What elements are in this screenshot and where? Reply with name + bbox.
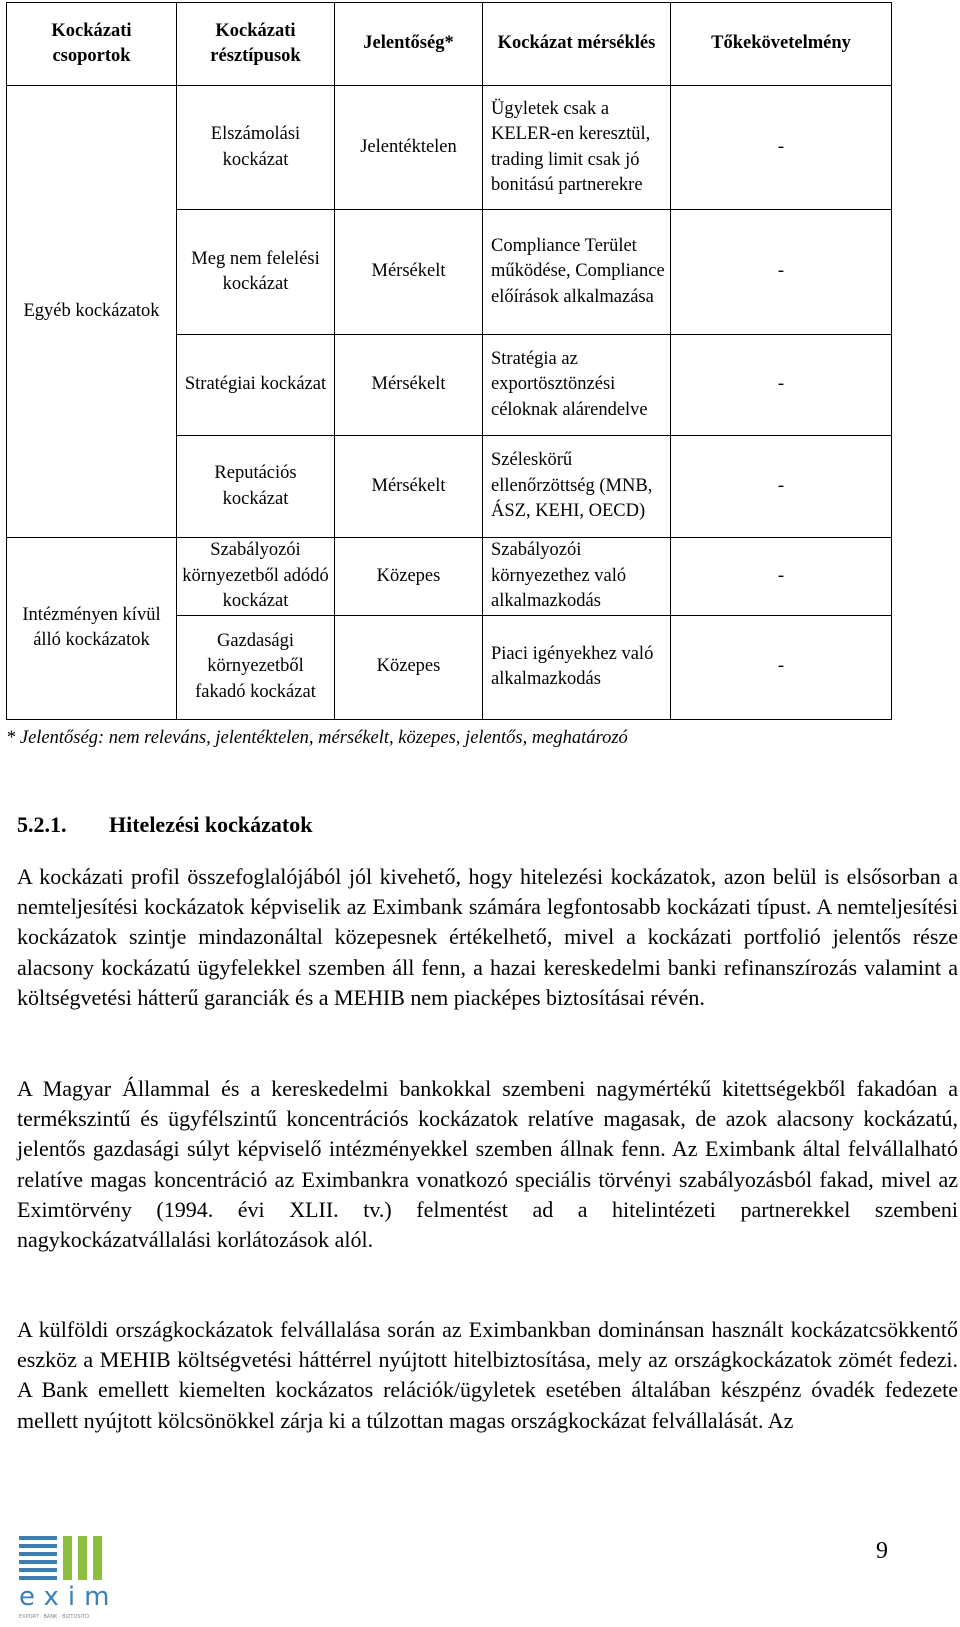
capital-cell: - xyxy=(671,335,892,436)
capital-cell: - xyxy=(671,210,892,335)
logo-subtext: EXPORT · BANK · BIZTOSÍTÓ xyxy=(19,1614,90,1620)
table-row xyxy=(7,538,892,616)
capital-cell: - xyxy=(671,615,892,719)
mitigation-cell: Stratégia az exportösztönzési céloknak alárendelve xyxy=(483,335,671,436)
subtype-cell: Gazdasági környezetből fakadó kockázat xyxy=(177,615,335,719)
significance-cell: Mérsékelt xyxy=(335,335,483,436)
risk-table xyxy=(6,2,892,720)
header-capital-requirement: Tőkekövetelmény xyxy=(671,3,892,86)
subtype-cell: Stratégiai kockázat xyxy=(177,335,335,436)
header-risk-groups: Kockázati csoportok xyxy=(7,3,177,86)
table-footnote: * Jelentőség: nem releváns, jelentéktelen, mérsékelt, közepes, jelentős, meghatározó xyxy=(6,728,628,748)
group-cell: Intézményen kívül álló kockázatok xyxy=(7,538,177,720)
subtype-cell: Szabályozói környezetből adódó kockázat xyxy=(177,538,335,616)
mitigation-cell: Piaci igényekhez való alkalmazkodás xyxy=(483,615,671,719)
capital-cell: - xyxy=(671,86,892,210)
significance-cell: Mérsékelt xyxy=(335,210,483,335)
subtype-cell: Meg nem felelési kockázat xyxy=(177,210,335,335)
mitigation-cell: Ügyletek csak a KELER-en keresztül, trading limit csak jó bonitású partnerekre xyxy=(483,86,671,210)
significance-cell: Közepes xyxy=(335,538,483,616)
section-number: 5.2.1. xyxy=(17,812,67,837)
section-heading xyxy=(17,812,312,838)
paragraph-1: A kockázati profil összefoglalójából jól kivehető, hogy hitelezési kockázatok, azon belül is elsősorban a nemteljesítési kockázatok képviselik az Eximbank számára legfontosabb kockázati típust. A nemteljesítési kockázatok szintje mindazonáltal közepesnek értékelhető, mivel a kockázati portfolió jelentős része alacsony kockázatú ügyfelekkel szemben áll fenn, a hazai kereskedelmi banki refinanszírozás valamint a költségvetési hátterű garanciák és a MEHIB nem piacképes biztosításai révén. xyxy=(17,864,958,1010)
table-header-row xyxy=(7,3,892,86)
subtype-cell: Reputációs kockázat xyxy=(177,436,335,538)
capital-cell: - xyxy=(671,538,892,616)
table-row xyxy=(7,86,892,210)
section-title: Hitelezési kockázatok xyxy=(109,812,313,837)
mitigation-cell: Szabályozói környezethez való alkalmazkodás xyxy=(483,538,671,616)
capital-cell: - xyxy=(671,436,892,538)
significance-cell: Közepes xyxy=(335,615,483,719)
significance-cell: Mérsékelt xyxy=(335,436,483,538)
exim-logo xyxy=(17,1532,117,1622)
header-significance: Jelentőség* xyxy=(335,3,483,86)
paragraph-3: A külföldi országkockázatok felvállalása során az Eximbankban dominánsan használt kockázatcsökkentő eszköz a MEHIB költségvetési háttérrel nyújtott hitelbiztosítása, mely az országkockázatok zömét fedezi. A Bank emellett kiemelten kockázatos relációk/ügyletek esetében általában készpénz óvadék fedezete mellett nyújtott kölcsönökkel zárja ki a túlzottan magas országkockázat felvállalását. Az xyxy=(17,1317,958,1433)
mitigation-cell: Compliance Terület működése, Compliance előírások alkalmazása xyxy=(483,210,671,335)
subtype-cell: Elszámolási kockázat xyxy=(177,86,335,210)
mitigation-cell: Széleskörű ellenőrzöttség (MNB, ÁSZ, KEHI, OECD) xyxy=(483,436,671,538)
paragraph-2: A Magyar Állammal és a kereskedelmi bankokkal szembeni nagymértékű kitettségekből fakadóan a termékszintű és ügyfélszintű koncentrációs kockázatok relatíve magasak, de azok alacsony kockázatú, jelentős gazdasági súlyt képviselő intézményekkel szemben állnak fenn. Az Eximbank által felvállalható relatíve magas koncentráció az Eximbankra vonatkozó speciális törvényi szabályozásból fakad, mivel az Eximtörvény (1994. évi XLII. tv.) felmentést ad a hitelintézeti partnerekkel szembeni nagykockázatvállalási korlátozások alól. xyxy=(17,1076,958,1253)
header-risk-mitigation: Kockázat mérséklés xyxy=(483,3,671,86)
significance-cell: Jelentéktelen xyxy=(335,86,483,210)
page-number: 9 xyxy=(876,1538,888,1564)
logo-text: exim xyxy=(19,1582,119,1612)
header-risk-subtypes: Kockázati résztípusok xyxy=(177,3,335,86)
group-cell: Egyéb kockázatok xyxy=(7,86,177,538)
